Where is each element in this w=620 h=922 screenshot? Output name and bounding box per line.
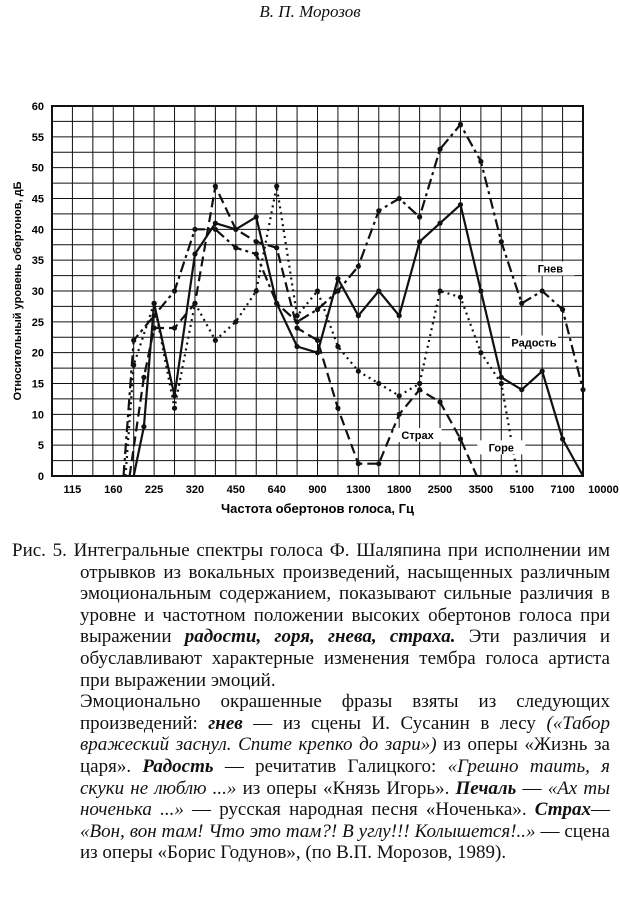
series-point bbox=[315, 307, 320, 312]
series-point bbox=[376, 381, 381, 386]
x-tick-label: 5100 bbox=[509, 484, 534, 496]
y-tick-label: 5 bbox=[37, 440, 44, 453]
x-tick-label: 320 bbox=[185, 484, 205, 496]
y-tick-label: 55 bbox=[31, 131, 44, 144]
series-point bbox=[274, 301, 279, 306]
spectrum-chart bbox=[0, 90, 620, 535]
series-point bbox=[131, 338, 136, 343]
y-tick-label: 20 bbox=[31, 347, 44, 360]
x-tick-label: 10000 bbox=[588, 484, 619, 496]
series-point bbox=[315, 338, 320, 343]
series-point bbox=[458, 202, 463, 207]
series-point bbox=[376, 208, 381, 213]
series-point bbox=[315, 350, 320, 355]
series-point bbox=[213, 338, 218, 343]
series-point bbox=[397, 313, 402, 318]
series-point bbox=[478, 159, 483, 164]
x-axis-label: Частота обертонов голоса, Гц bbox=[220, 501, 415, 516]
x-tick-label: 7100 bbox=[550, 484, 575, 496]
series-point bbox=[417, 381, 422, 386]
series-point bbox=[540, 369, 545, 374]
series-point bbox=[376, 288, 381, 293]
series-point bbox=[192, 227, 197, 232]
series-point bbox=[254, 288, 259, 293]
series-point bbox=[131, 362, 136, 367]
series-point bbox=[254, 251, 259, 256]
y-tick-label: 30 bbox=[31, 286, 44, 298]
y-tick-label: 0 bbox=[37, 471, 44, 483]
series-point bbox=[519, 387, 524, 392]
series-point bbox=[335, 344, 340, 349]
series-point bbox=[294, 313, 299, 318]
series-point bbox=[417, 387, 422, 392]
x-tick-label: 115 bbox=[63, 484, 82, 496]
series-point bbox=[560, 436, 565, 441]
series-point bbox=[397, 196, 402, 201]
x-tick-label: 3500 bbox=[468, 484, 494, 496]
series-point bbox=[560, 307, 565, 312]
x-tick-label: 1300 bbox=[346, 484, 371, 496]
series-line-0 bbox=[124, 125, 584, 477]
x-tick-label: 640 bbox=[267, 484, 286, 496]
series-point bbox=[417, 214, 422, 219]
y-tick-label: 40 bbox=[31, 224, 44, 237]
x-tick-label: 225 bbox=[144, 484, 164, 496]
series-point bbox=[580, 387, 585, 392]
series-point bbox=[233, 319, 238, 324]
series-point bbox=[356, 264, 361, 269]
series-label: Страх bbox=[401, 430, 434, 442]
series-point bbox=[213, 184, 218, 189]
series-point bbox=[356, 369, 361, 374]
y-tick-label: 45 bbox=[31, 193, 44, 206]
series-point bbox=[478, 288, 483, 293]
series-point bbox=[437, 399, 442, 404]
caption-paragraph-1: Рис. 5. Интегральные спектры голоса Ф. Шаляпина при исполнении им отрывков из вокальных произведений, насыщенных различным эмоциональным содержанием, показывают сильные различия в уровне и частотном положении высоких обертонов голоса при выражении радости, горя, гнева, страха. Эти различия и обуславливают характерные изменения тембра голоса артиста при выражении эмоций. bbox=[12, 540, 611, 691]
x-tick-label: 2500 bbox=[427, 484, 453, 496]
series-point bbox=[315, 288, 320, 293]
series-label: Гнев bbox=[537, 263, 564, 276]
series-point bbox=[294, 325, 299, 330]
figure-caption bbox=[12, 540, 610, 864]
x-tick-label: 160 bbox=[104, 484, 123, 496]
series-point bbox=[141, 375, 146, 380]
series-point bbox=[437, 288, 442, 293]
series-point bbox=[254, 239, 259, 244]
series-point bbox=[397, 393, 402, 398]
series-point bbox=[172, 288, 177, 293]
y-tick-label: 60 bbox=[31, 101, 44, 113]
x-tick-label: 1800 bbox=[386, 484, 412, 496]
series-label: Горе bbox=[488, 442, 514, 455]
series-point bbox=[356, 313, 361, 318]
chart-series bbox=[124, 122, 586, 476]
series-point bbox=[152, 301, 157, 306]
x-tick-label: 450 bbox=[226, 484, 245, 496]
series-point bbox=[254, 214, 259, 219]
y-tick-label: 10 bbox=[31, 409, 44, 422]
series-point bbox=[274, 245, 279, 250]
series-point bbox=[233, 245, 238, 250]
series-point bbox=[499, 381, 504, 386]
series-point bbox=[192, 301, 197, 306]
series-point bbox=[458, 436, 463, 441]
series-point bbox=[519, 301, 524, 306]
series-point bbox=[141, 424, 146, 429]
y-axis-label: Относительный уровень обертонов, дБ bbox=[12, 181, 24, 401]
series-point bbox=[172, 325, 177, 330]
series-point bbox=[294, 344, 299, 349]
y-tick-label: 15 bbox=[31, 378, 44, 391]
x-tick-label: 900 bbox=[308, 484, 327, 496]
series-point bbox=[397, 412, 402, 417]
series-point bbox=[437, 147, 442, 152]
caption-paragraph-2: Эмоционально окрашенные фразы взяты из следующих произведений: гнев — из сцены И. Сусанин в лесу («Табор вражеский заснул. Спите крепко до зари») из оперы «Жизнь за царя». Радость — речитатив Галицкого: «Грешно таить, я скуки не люблю ...» из оперы «Князь Игорь». Печаль — «Ах ты ноченька ...» — русская народная песня «Ноченька». Страх— «Вон, вон там! Что это там?! В углу!!! Колышется!..» — сцена из оперы «Борис Годунов», (по В.П. Морозов, 1989). bbox=[80, 691, 611, 864]
y-tick-label: 50 bbox=[31, 162, 44, 175]
series-point bbox=[499, 239, 504, 244]
series-point bbox=[376, 461, 381, 466]
series-point bbox=[213, 221, 218, 226]
series-point bbox=[478, 350, 483, 355]
series-label: Радость bbox=[511, 337, 557, 350]
series-point bbox=[335, 406, 340, 411]
series-point bbox=[458, 122, 463, 127]
series-point bbox=[233, 227, 238, 232]
series-point bbox=[335, 276, 340, 281]
series-point bbox=[540, 288, 545, 293]
series-point bbox=[417, 239, 422, 244]
y-tick-label: 25 bbox=[31, 316, 44, 329]
series-point bbox=[274, 184, 279, 189]
series-point bbox=[152, 325, 157, 330]
running-header: В. П. Морозов bbox=[259, 2, 361, 21]
series-point bbox=[356, 461, 361, 466]
series-point bbox=[192, 251, 197, 256]
y-tick-label: 35 bbox=[31, 255, 44, 268]
series-point bbox=[499, 375, 504, 380]
series-point bbox=[437, 221, 442, 226]
series-point bbox=[172, 406, 177, 411]
series-point bbox=[458, 295, 463, 300]
